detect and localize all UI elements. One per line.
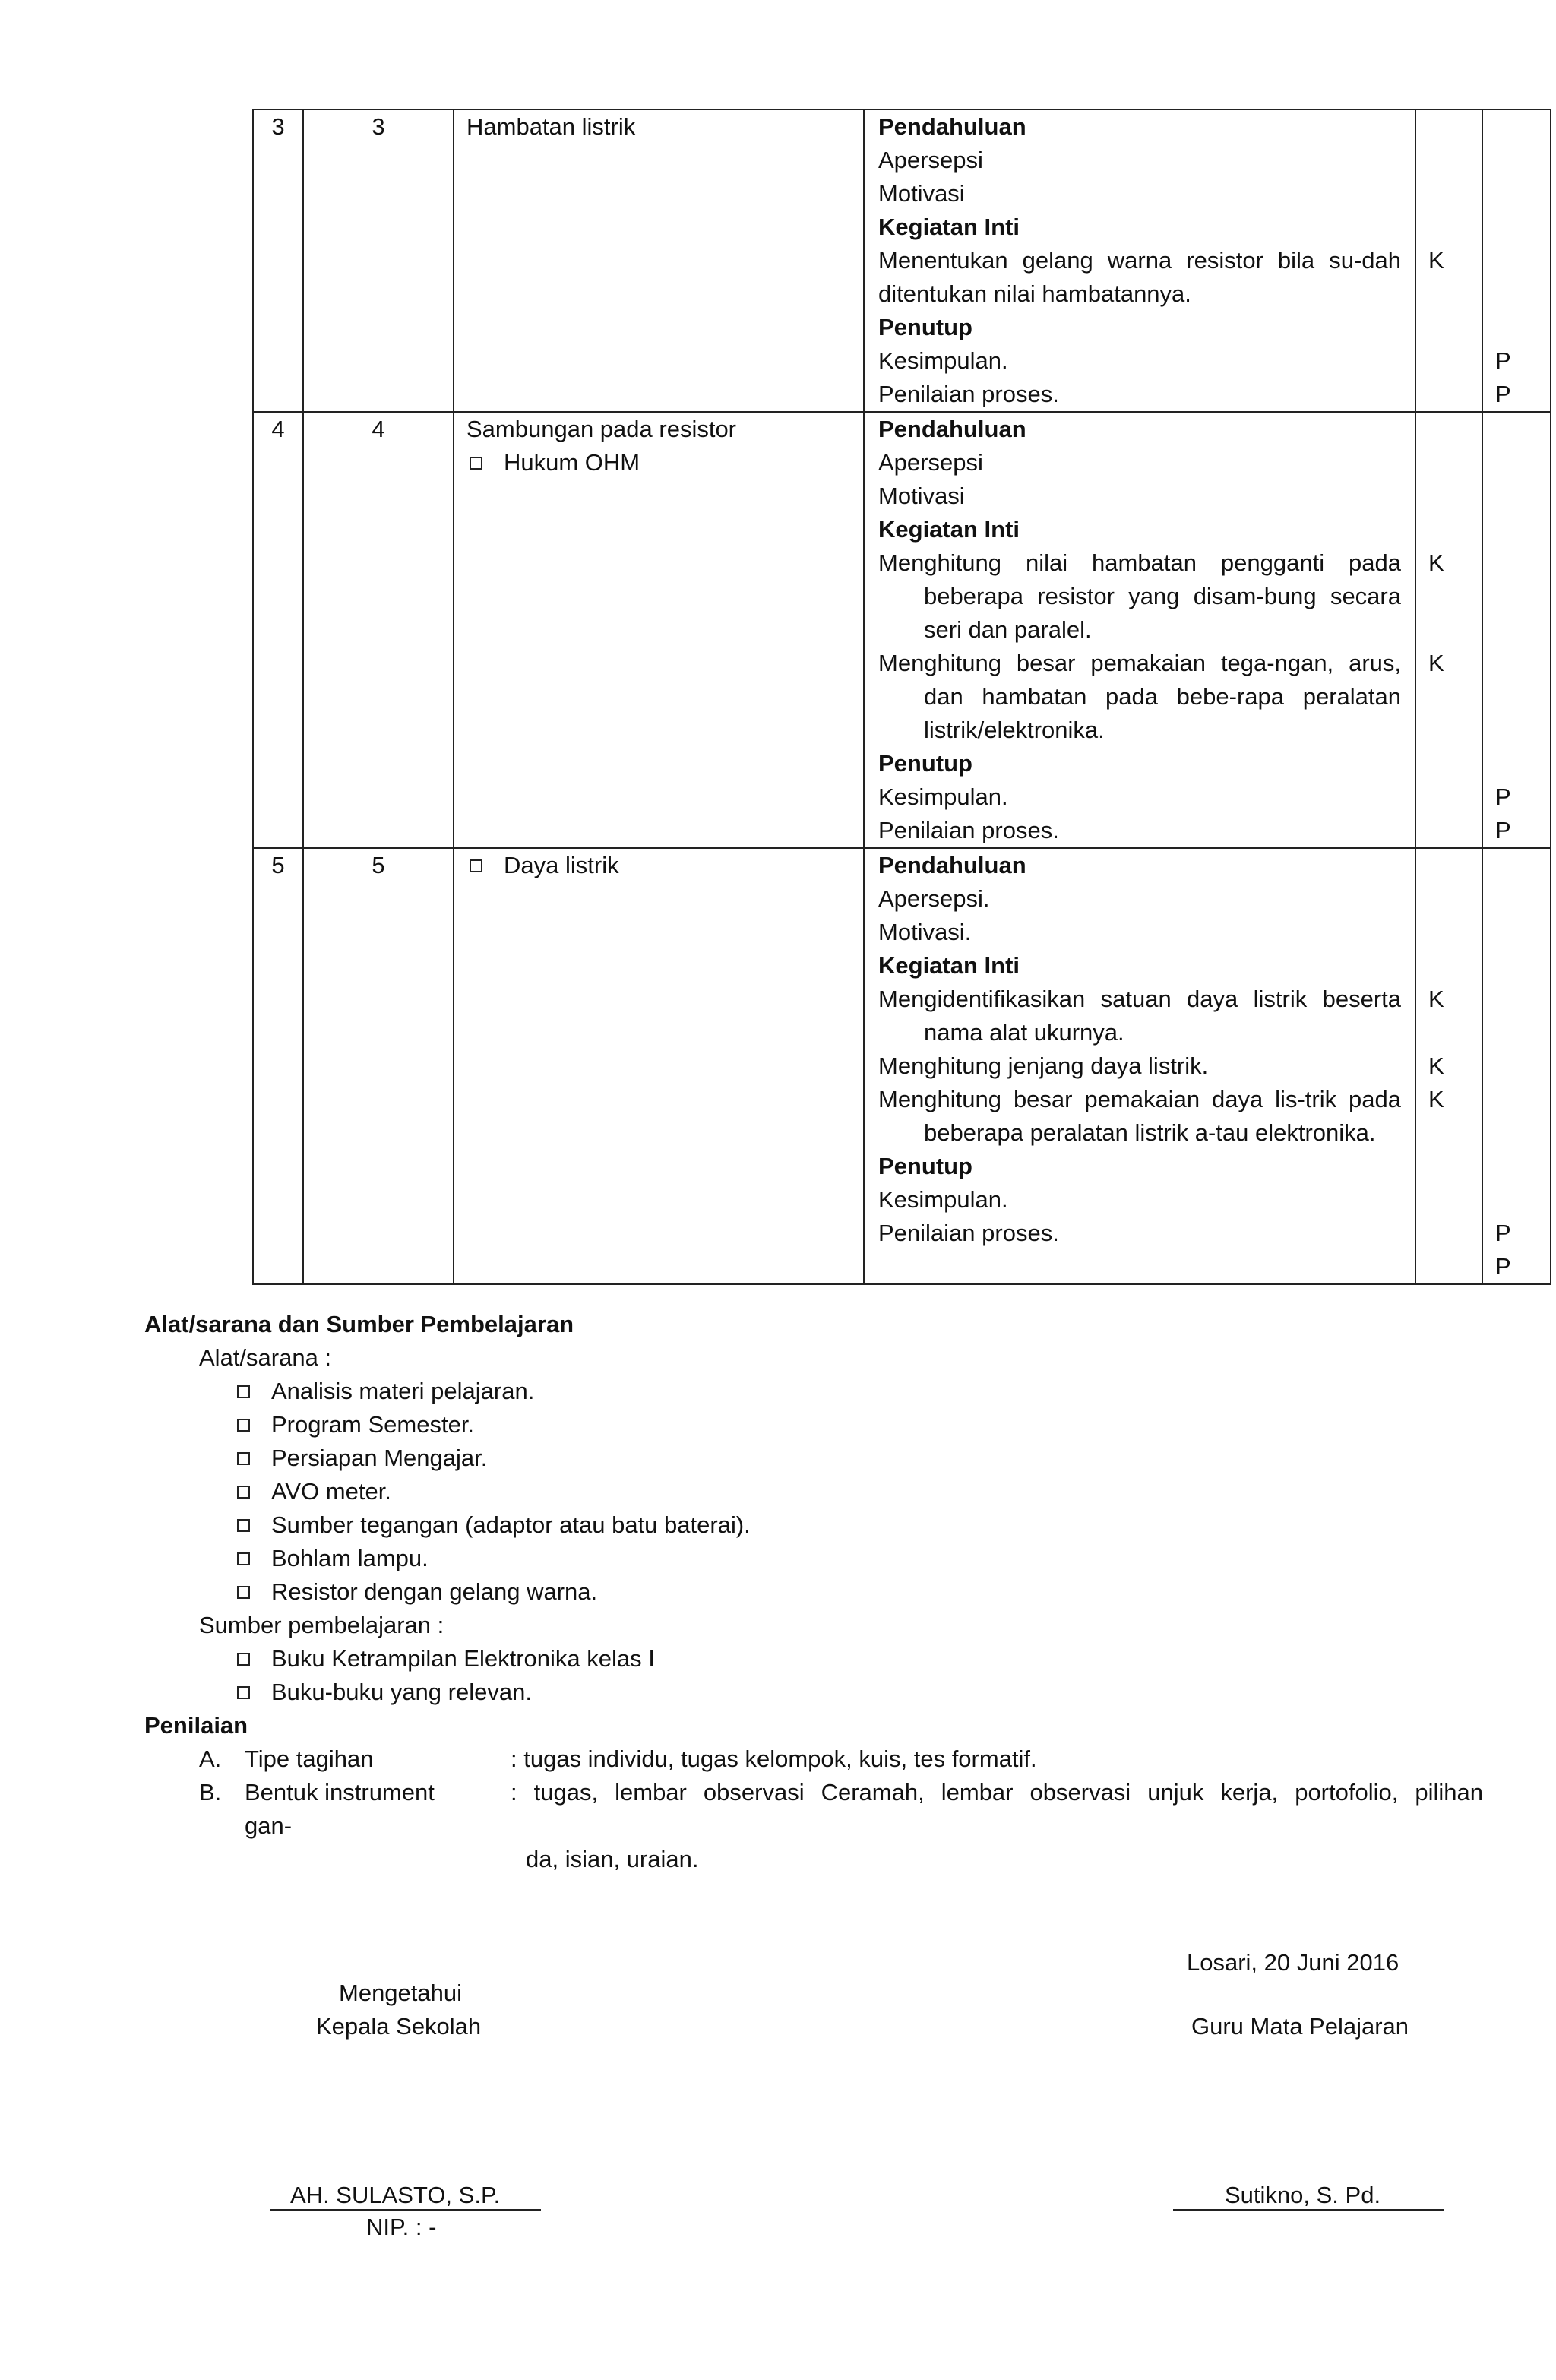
signature-underline: [1173, 2209, 1444, 2211]
core-heading: Kegiatan Inti: [878, 516, 1020, 543]
activities-cell: [864, 848, 1415, 1284]
topic-cell: [454, 109, 864, 412]
p-column-cell: [1482, 848, 1551, 1284]
row-number: 5: [253, 848, 303, 1284]
principal-title: Kepala Sekolah: [316, 2013, 482, 2040]
sources-label: Sumber pembelajaran :: [199, 1612, 444, 1638]
checkbox-bullet-icon: [237, 1452, 250, 1465]
activity-item: Motivasi: [878, 483, 965, 509]
item-label: Bentuk instrument: [245, 1779, 435, 1806]
p-mark: P: [1495, 381, 1511, 407]
item-letter: B.: [199, 1779, 222, 1806]
k-column-cell: [1415, 109, 1482, 412]
p-mark: P: [1495, 1253, 1511, 1280]
topic-cell: [454, 412, 864, 848]
checkbox-bullet-icon: [237, 1653, 250, 1666]
activity-item: Mengidentifikasikan satuan daya listrik beserta nama alat ukurnya.: [878, 986, 1401, 1046]
k-column-cell: [1415, 848, 1482, 1284]
activity-item: Motivasi: [878, 180, 965, 207]
activity-item: Menentukan gelang warna resistor bila su-dah ditentukan nilai hambatannya.: [878, 247, 1401, 307]
activity-item: Apersepsi: [878, 449, 983, 476]
intro-heading: Pendahuluan: [878, 113, 1026, 140]
k-column-cell: [1415, 412, 1482, 848]
list-item: Buku Ketrampilan Elektronika kelas I: [234, 1642, 655, 1676]
item-value: : tugas individu, tugas kelompok, kuis, tes formatif.: [511, 1745, 1037, 1772]
activity-item: Penilaian proses.: [878, 1220, 1059, 1246]
topic-text: Sambungan pada resistor: [466, 416, 737, 442]
list-item: Bohlam lampu.: [234, 1542, 429, 1575]
checkbox-bullet-icon: [237, 1519, 250, 1532]
lesson-plan-table: [252, 109, 1551, 1285]
topic-subitem: Hukum OHM: [466, 446, 863, 479]
activity-item: Penilaian proses.: [878, 817, 1059, 843]
activity-item: Motivasi.: [878, 919, 972, 945]
list-item: Sumber tegangan (adaptor atau batu baterai).: [234, 1508, 751, 1542]
activity-item: Apersepsi: [878, 147, 983, 173]
list-item: Persiapan Mengajar.: [234, 1442, 487, 1475]
activity-item: Kesimpulan.: [878, 783, 1008, 810]
checkbox-bullet-icon: [237, 1586, 250, 1599]
table-row: [253, 412, 1551, 848]
teacher-name: Sutikno, S. Pd.: [1225, 2182, 1381, 2208]
place-date: Losari, 20 Juni 2016: [1187, 1949, 1399, 1976]
k-mark: K: [1428, 1052, 1444, 1079]
row-number: 4: [253, 412, 303, 848]
list-item: Buku-buku yang relevan.: [234, 1676, 532, 1709]
item-value-continued: da, isian, uraian.: [526, 1846, 699, 1872]
week-number: 5: [303, 848, 454, 1284]
table-row: [253, 848, 1551, 1284]
row-number: 3: [253, 109, 303, 412]
intro-heading: Pendahuluan: [878, 416, 1026, 442]
list-item: Resistor dengan gelang warna.: [234, 1575, 597, 1609]
activity-item: Apersepsi.: [878, 885, 990, 912]
checkbox-bullet-icon: [237, 1686, 250, 1699]
p-column-cell: [1482, 412, 1551, 848]
activity-item: Kesimpulan.: [878, 1186, 1008, 1213]
activity-item: Menghitung besar pemakaian tega-ngan, arus, dan hambatan pada bebe-rapa peralatan listrik/elektronika.: [878, 650, 1401, 743]
list-item: AVO meter.: [234, 1475, 391, 1508]
activity-item: Kesimpulan.: [878, 347, 1008, 374]
assessment-heading: Penilaian: [144, 1712, 248, 1739]
checkbox-bullet-icon: [237, 1419, 250, 1432]
k-mark: K: [1428, 1086, 1444, 1112]
topic-text: Hambatan listrik: [466, 113, 636, 140]
checkbox-bullet-icon: [470, 457, 482, 470]
teacher-title: Guru Mata Pelajaran: [1191, 2013, 1409, 2040]
closing-heading: Penutup: [878, 750, 972, 777]
k-mark: K: [1428, 247, 1444, 274]
list-item: Program Semester.: [234, 1408, 474, 1442]
item-label: Tipe tagihan: [245, 1745, 374, 1772]
intro-heading: Pendahuluan: [878, 852, 1026, 878]
item-value-wrap: gan-: [245, 1812, 293, 1839]
activities-cell: [864, 109, 1415, 412]
p-mark: P: [1495, 783, 1511, 810]
principal-name: AH. SULASTO, S.P.: [290, 2182, 501, 2208]
activity-item: Penilaian proses.: [878, 381, 1059, 407]
k-mark: K: [1428, 650, 1444, 676]
topic-cell: [454, 848, 864, 1284]
k-mark: K: [1428, 549, 1444, 576]
core-heading: Kegiatan Inti: [878, 214, 1020, 240]
checkbox-bullet-icon: [470, 859, 482, 872]
item-letter: A.: [199, 1745, 222, 1772]
tools-label: Alat/sarana :: [199, 1344, 332, 1371]
topic-subitem: Daya listrik: [466, 849, 863, 882]
acknowledged-label: Mengetahui: [339, 1980, 463, 2006]
checkbox-bullet-icon: [237, 1486, 250, 1499]
closing-heading: Penutup: [878, 314, 972, 340]
p-mark: P: [1495, 1220, 1511, 1246]
principal-nip: NIP. : -: [366, 2214, 437, 2240]
week-number: 4: [303, 412, 454, 848]
tools-heading: Alat/sarana dan Sumber Pembelajaran: [144, 1311, 574, 1337]
core-heading: Kegiatan Inti: [878, 952, 1020, 979]
table-row: [253, 109, 1551, 412]
closing-heading: Penutup: [878, 1153, 972, 1179]
p-mark: P: [1495, 347, 1511, 374]
list-item: Analisis materi pelajaran.: [234, 1375, 534, 1408]
item-value: : tugas, lembar observasi Ceramah, lembar observasi unjuk kerja, portofolio, pilihan: [511, 1779, 1483, 1806]
week-number: 3: [303, 109, 454, 412]
k-mark: K: [1428, 986, 1444, 1012]
activity-item: Menghitung nilai hambatan pengganti pada beberapa resistor yang disam-bung secara seri dan paralel.: [878, 549, 1401, 643]
activity-item: Menghitung besar pemakaian daya lis-trik pada beberapa peralatan listrik a-tau elektronika.: [878, 1086, 1401, 1146]
p-column-cell: [1482, 109, 1551, 412]
checkbox-bullet-icon: [237, 1385, 250, 1398]
p-mark: P: [1495, 817, 1511, 843]
activity-item: Menghitung jenjang daya listrik.: [878, 1052, 1209, 1079]
activities-cell: [864, 412, 1415, 848]
checkbox-bullet-icon: [237, 1552, 250, 1565]
